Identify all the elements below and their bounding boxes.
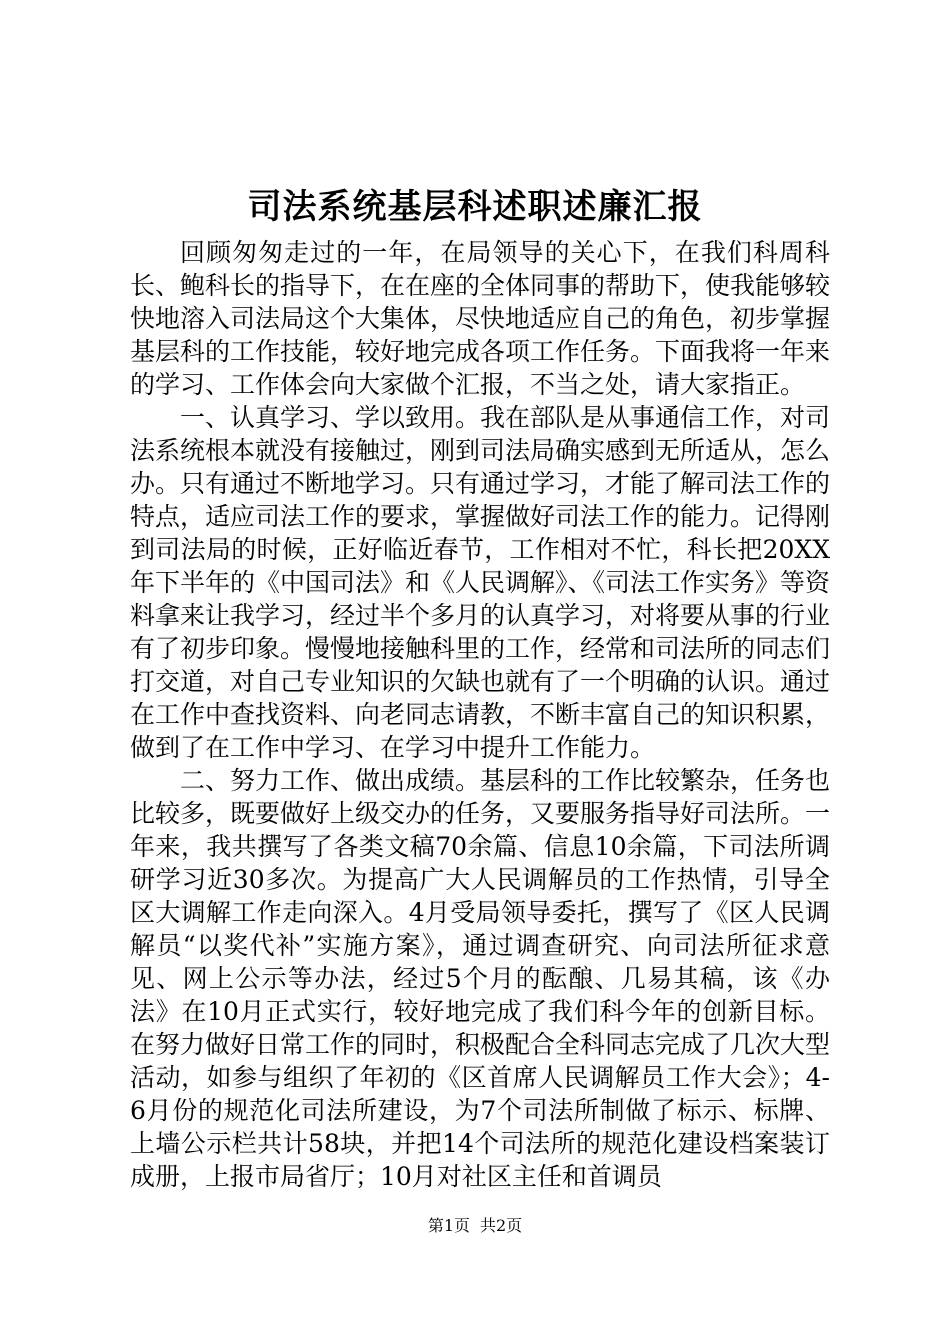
paragraph-study: 一、认真学习、学以致用。我在部队是从事通信工作，对司法系统根本就没有接触过，刚到司法局确实感到无所适从，怎么办。只有通过不断地学习。只有通过学习，才能了解司法工作的特点，适应司法工作的要求，掌握做好司法工作的能力。记得刚到司法局的时候，正好临近春节，工作相对不忙，科长把20XX年下半年的《中国司法》和《人民调解》、《司法工作实务》等资料拿来让我学习，经过半个多月的认真学习，对将要从事的行业有了初步印象。慢慢地接触科里的工作，经常和司法所的同志们打交道，对自己专业知识的欠缺也就有了一个明确的认识。通过在工作中查找资料、向老同志请教，不断丰富自己的知识积累，做到了在工作中学习、在学习中提升工作能力。 bbox=[130, 403, 831, 762]
page-number-current: 第1页 bbox=[427, 1216, 470, 1235]
page-number-total: 共2页 bbox=[480, 1216, 523, 1235]
document-body bbox=[130, 236, 830, 1193]
paragraph-intro: 回顾匆匆走过的一年，在局领导的关心下，在我们科周科长、鲍科长的指导下，在在座的全体同事的帮助下，使我能够较快地溶入司法局这个大集体，尽快地适应自己的角色，初步掌握基层科的工作技能，较好地完成各项工作任务。下面我将一年来的学习、工作体会向大家做个汇报，不当之处，请大家指正。 bbox=[130, 238, 831, 399]
page-footer bbox=[0, 1215, 950, 1237]
document-title: 司法系统基层科述职述廉汇报 bbox=[247, 187, 703, 227]
paragraph-work: 二、努力工作、做出成绩。基层科的工作比较繁杂，任务也比较多，既要做好上级交办的任务，又要服务指导好司法所。一年来，我共撰写了各类文稿70余篇、信息10余篇，下司法所调研学习近30多次。为提高广大人民调解员的工作热情，引导全区大调解工作走向深入。4月受局领导委托，撰写了《区人民调解员“以奖代补”实施方案》，通过调查研究、向司法所征求意见、网上公示等办法，经过5个月的酝酿、几易其稿，该《办法》在10月正式实行，较好地完成了我们科今年的创新目标。在努力做好日常工作的同时，积极配合全科同志完成了几次大型活动，如参与组织了年初的《区首席人民调解员工作大会》；4-6月份的规范化司法所建设，为7个司法所制做了标示、标牌、上墙公示栏共计58块，并把14个司法所的规范化建设档案装订成册，上报市局省厅；10月对社区主任和首调员 bbox=[130, 766, 831, 1191]
